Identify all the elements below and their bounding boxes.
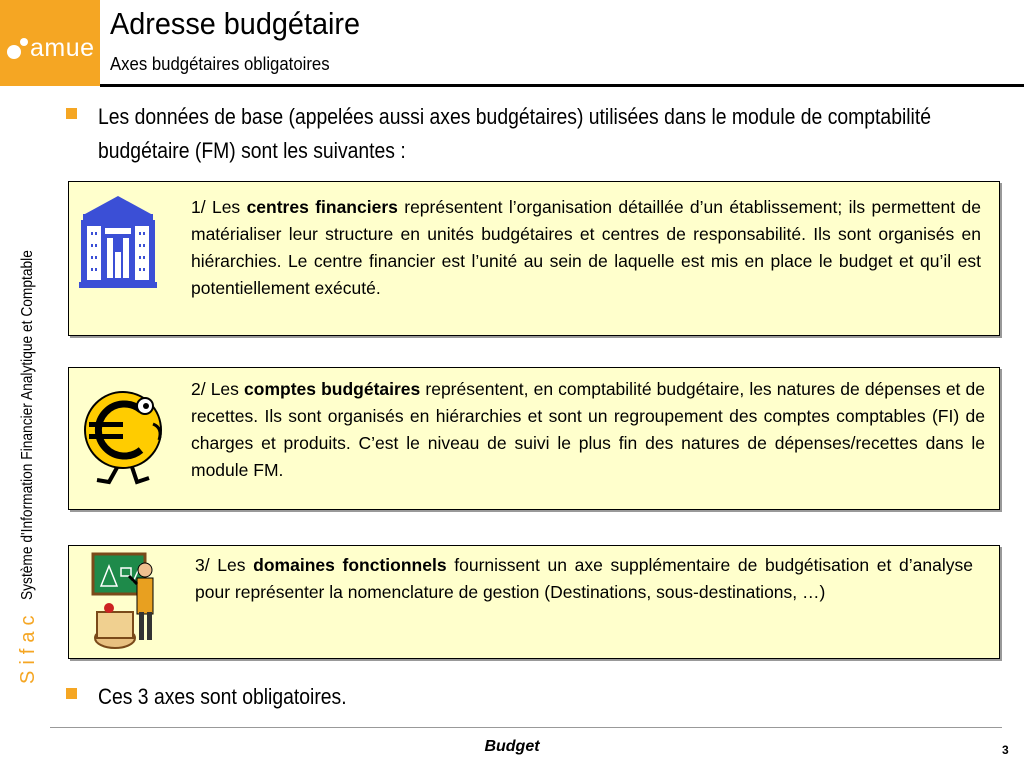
side-label	[14, 164, 42, 684]
teacher-chalkboard-icon	[89, 550, 161, 654]
amue-logo	[0, 0, 100, 86]
footer-divider	[50, 727, 1002, 728]
bullet-square-icon	[66, 688, 77, 699]
axis-box-domaines-fonctionnels	[68, 545, 1000, 659]
axis-desc-3: 3/ Les domaines fonctionnels fournissent un axe supplémentaire de budgétisation et d’analyse pour représenter la nomenclature de gestion (Destinations, sous-destinations, …)	[195, 555, 973, 602]
axis-desc-1: 1/ Les centres financiers représentent l’organisation détaillée d’un établissement; ils permettent de matérialiser leur structure en unités budgétaires et centres de responsabilité. Ils sont organisés en hiérarchies. Le centre financier est l’unité au sein de laquelle est mis en place le budget et qu’il est potentiellement exécuté.	[191, 197, 981, 298]
page-subtitle: Axes budgétaires obligatoires	[110, 54, 330, 74]
sifac-brand: Sifac	[16, 609, 39, 684]
building-icon	[77, 192, 159, 290]
header-divider	[100, 84, 1024, 87]
bullet-square-icon	[66, 108, 77, 119]
axis-box-comptes-budgetaires	[68, 367, 1000, 510]
axis-desc-2: 2/ Les comptes budgétaires représentent, en comptabilité budgétaire, les natures de dépenses et de recettes. Ils sont organisés en hiérarchies et sont un regroupement des comptes comptables (FI) de charges et produits. C’est le niveau de suivi le plus fin des natures de dépenses/recettes dans le module FM.	[191, 379, 985, 480]
logo-drops-icon	[6, 34, 30, 64]
page-number: 3	[1002, 743, 1009, 757]
conclusion-text: Ces 3 axes sont obligatoires.	[98, 684, 347, 709]
intro-text: Les données de base (appelées aussi axes budgétaires) utilisées dans le module de comptabilité budgétaire (FM) sont les suivantes :	[98, 104, 932, 163]
page-title: Adresse budgétaire	[110, 6, 361, 41]
footer-title: Budget	[484, 738, 540, 755]
axis-term-2: comptes budgétaires	[244, 379, 421, 399]
system-name: Système d'Information Financier Analytique et Comptable	[19, 249, 36, 600]
euro-character-icon	[79, 384, 167, 488]
axis-box-centres-financiers	[68, 181, 1000, 336]
axis-term-3: domaines fonctionnels	[253, 555, 447, 575]
axis-term-1: centres financiers	[246, 197, 398, 217]
logo-text: amue	[30, 34, 95, 62]
